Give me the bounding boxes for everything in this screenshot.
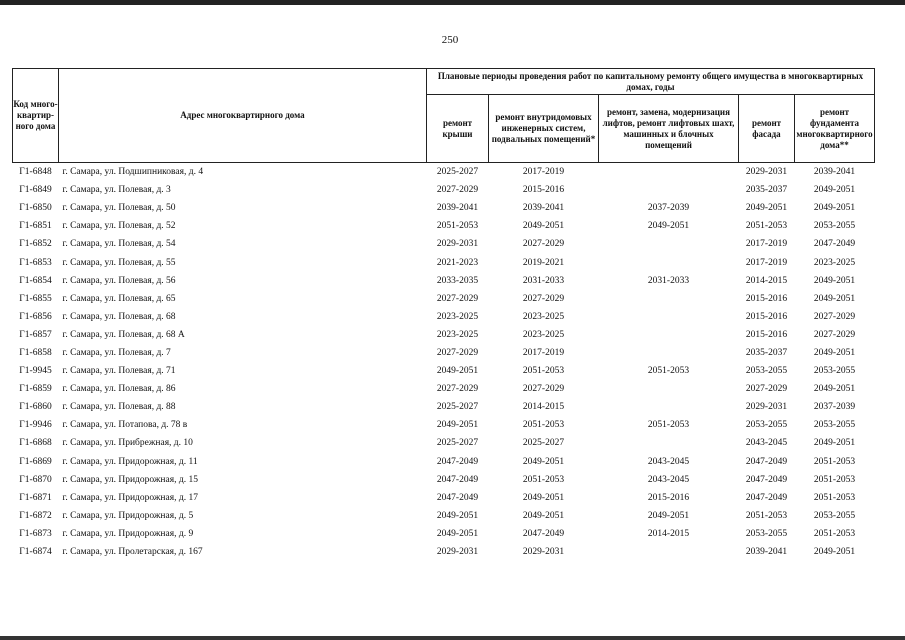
cell-foundation: 2049-2051 [813,547,856,558]
cell-code: Г1-6854 [19,275,52,286]
cell-address: г. Самара, ул. Придорожная, д. 9 [62,528,194,539]
header-periods: Плановые периоды проведения работ по капитальному ремонту общего имущества в многоквартирных домах, годы [427,69,875,95]
table-row [13,471,875,489]
cell-systems: 2015-2016 [522,185,565,196]
cell-address: г. Самара, ул. Пролетарская, д. 167 [62,547,203,558]
cell-systems: 2049-2051 [522,456,565,467]
cell-address: г. Самара, ул. Придорожная, д. 11 [62,456,198,467]
cell-foundation: 2053-2055 [813,366,856,377]
cell-foundation: 2023-2025 [813,257,856,268]
table-row [13,507,875,525]
cell-lifts [599,380,739,398]
cell-foundation: 2053-2055 [813,221,856,232]
cell-address: г. Самара, ул. Придорожная, д. 15 [62,474,198,485]
cell-code: Г1-6860 [19,402,52,413]
cell-lifts [599,181,739,199]
table-row [13,326,875,344]
cell-lifts: 2014-2015 [647,528,690,539]
table-row [13,344,875,362]
cell-facade: 2039-2041 [745,547,788,558]
table-row [13,416,875,434]
cell-roof: 2027-2029 [436,293,479,304]
cell-lifts [599,308,739,326]
cell-roof: 2029-2031 [436,547,479,558]
cell-systems: 2047-2049 [522,528,565,539]
cell-code: Г1-6852 [19,239,52,250]
cell-foundation: 2049-2051 [813,185,856,196]
cell-facade: 2049-2051 [745,203,788,214]
cell-lifts [599,253,739,271]
cell-roof: 2049-2051 [436,528,479,539]
cell-roof: 2025-2027 [436,438,479,449]
cell-foundation: 2049-2051 [813,293,856,304]
cell-address: г. Самара, ул. Придорожная, д. 5 [62,510,194,521]
table-row [13,308,875,326]
cell-lifts [599,326,739,344]
cell-code: Г1-6858 [19,347,52,358]
cell-roof: 2039-2041 [436,203,479,214]
cell-roof: 2023-2025 [436,311,479,322]
table-row [13,290,875,308]
table-row [13,217,875,235]
cell-lifts: 2043-2045 [647,456,690,467]
table-row [13,181,875,199]
header-roof: ремонт крыши [427,95,489,163]
cell-address: г. Самара, ул. Полевая, д. 55 [62,257,176,268]
cell-code: Г1-6849 [19,185,52,196]
cell-lifts [599,434,739,452]
cell-facade: 2047-2049 [745,474,788,485]
cell-code: Г1-6871 [19,492,52,503]
table-row [13,362,875,380]
cell-address: г. Самара, ул. Полевая, д. 7 [62,347,171,358]
table-row [13,543,875,561]
cell-roof: 2025-2027 [436,402,479,413]
header-address: Адрес многоквартирного дома [59,69,427,163]
cell-lifts: 2015-2016 [647,492,690,503]
cell-address: г. Самара, ул. Полевая, д. 50 [62,203,176,214]
cell-foundation: 2051-2053 [813,474,856,485]
table-row [13,199,875,217]
cell-roof: 2027-2029 [436,347,479,358]
cell-facade: 2029-2031 [745,402,788,413]
cell-systems: 2049-2051 [522,221,565,232]
table-row [13,163,875,182]
cell-roof: 2047-2049 [436,474,479,485]
header-lifts: ремонт, замена, модернизация лифтов, ремонт лифтовых шахт, машинных и блочных помещений [599,95,739,163]
cell-facade: 2014-2015 [745,275,788,286]
cell-foundation: 2027-2029 [813,329,856,340]
cell-code: Г1-6874 [19,547,52,558]
cell-systems: 2051-2053 [522,420,565,431]
header-code: Код много-квартир-ного дома [13,69,59,163]
cell-address: г. Самара, ул. Полевая, д. 54 [62,239,176,250]
cell-lifts [599,543,739,561]
cell-systems: 2027-2029 [522,239,565,250]
cell-code: Г1-6856 [19,311,52,322]
cell-facade: 2015-2016 [745,311,788,322]
cell-lifts: 2037-2039 [647,203,690,214]
cell-systems: 2051-2053 [522,474,565,485]
cell-facade: 2043-2045 [745,438,788,449]
cell-systems: 2049-2051 [522,510,565,521]
cell-systems: 2025-2027 [522,438,565,449]
cell-foundation: 2049-2051 [813,384,856,395]
cell-code: Г1-6853 [19,257,52,268]
cell-foundation: 2051-2053 [813,528,856,539]
cell-foundation: 2047-2049 [813,239,856,250]
cell-roof: 2029-2031 [436,239,479,250]
cell-code: Г1-6868 [19,438,52,449]
cell-systems: 2029-2031 [522,547,565,558]
cell-foundation: 2051-2053 [813,456,856,467]
table-body [13,163,875,562]
cell-foundation: 2037-2039 [813,402,856,413]
cell-code: Г1-9945 [19,366,52,377]
cell-lifts [599,290,739,308]
cell-facade: 2029-2031 [739,163,795,182]
cell-systems: 2014-2015 [522,402,565,413]
cell-facade: 2053-2055 [745,366,788,377]
cell-systems: 2017-2019 [489,163,599,182]
cell-address: г. Самара, ул. Полевая, д. 88 [62,402,176,413]
cell-code: Г1-6851 [19,221,52,232]
cell-roof: 2033-2035 [436,275,479,286]
bottom-border [0,636,905,640]
table-row [13,380,875,398]
cell-code: Г1-6869 [19,456,52,467]
cell-roof: 2049-2051 [436,420,479,431]
cell-code: Г1-6850 [19,203,52,214]
cell-lifts [599,235,739,253]
cell-code: Г1-6855 [19,293,52,304]
cell-facade: 2035-2037 [745,347,788,358]
cell-code: Г1-6870 [19,474,52,485]
cell-facade: 2017-2019 [745,239,788,250]
cell-address: г. Самара, ул. Придорожная, д. 17 [62,492,198,503]
header-systems: ремонт внутридомовых инженерных систем, подвальных помещений* [489,95,599,163]
cell-foundation: 2039-2041 [795,163,875,182]
cell-foundation: 2053-2055 [813,510,856,521]
cell-address: г. Самара, ул. Полевая, д. 56 [62,275,176,286]
cell-address: г. Самара, ул. Полевая, д. 52 [62,221,176,232]
top-border [0,0,905,5]
cell-address: г. Самара, ул. Полевая, д. 68 А [62,329,185,340]
cell-systems: 2023-2025 [522,311,565,322]
cell-foundation: 2049-2051 [813,438,856,449]
cell-address: г. Самара, ул. Полевая, д. 3 [62,185,171,196]
table-row [13,272,875,290]
table-row [13,253,875,271]
cell-systems: 2023-2025 [522,329,565,340]
cell-facade: 2047-2049 [745,456,788,467]
cell-lifts [599,163,739,182]
cell-roof: 2021-2023 [436,257,479,268]
cell-address: г. Самара, ул. Полевая, д. 86 [62,384,176,395]
cell-code: Г1-6873 [19,528,52,539]
cell-roof: 2049-2051 [436,510,479,521]
cell-foundation: 2049-2051 [813,347,856,358]
cell-facade: 2047-2049 [745,492,788,503]
cell-foundation: 2049-2051 [813,275,856,286]
cell-systems: 2017-2019 [522,347,565,358]
cell-lifts: 2031-2033 [647,275,690,286]
cell-address: г. Самара, ул. Полевая, д. 65 [62,293,176,304]
cell-facade: 2015-2016 [745,293,788,304]
header-facade: ремонт фасада [739,95,795,163]
cell-systems: 2049-2051 [522,492,565,503]
cell-foundation: 2027-2029 [813,311,856,322]
page-number: 250 [441,34,459,46]
cell-roof: 2051-2053 [436,221,479,232]
cell-code: Г1-6872 [19,510,52,521]
cell-systems: 2027-2029 [522,293,565,304]
cell-address: г. Самара, ул. Потапова, д. 78 в [62,420,188,431]
cell-foundation: 2051-2053 [813,492,856,503]
cell-code: Г1-9946 [19,420,52,431]
cell-systems: 2027-2029 [522,384,565,395]
cell-lifts [599,398,739,416]
cell-roof: 2023-2025 [436,329,479,340]
cell-roof: 2047-2049 [436,492,479,503]
table-row [13,453,875,471]
cell-facade: 2017-2019 [745,257,788,268]
cell-address: г. Самара, ул. Полевая, д. 68 [62,311,176,322]
cell-systems: 2019-2021 [522,257,565,268]
cell-facade: 2035-2037 [745,185,788,196]
cell-systems: 2039-2041 [522,203,565,214]
cell-facade: 2053-2055 [745,528,788,539]
cell-address: г. Самара, ул. Прибрежная, д. 10 [62,438,193,449]
cell-facade: 2053-2055 [745,420,788,431]
cell-roof: 2025-2027 [427,163,489,182]
cell-roof: 2027-2029 [436,384,479,395]
repair-schedule-table [12,68,875,561]
cell-systems: 2051-2053 [522,366,565,377]
cell-lifts [599,344,739,362]
cell-code: Г1-6848 [13,163,59,182]
cell-foundation: 2049-2051 [813,203,856,214]
cell-foundation: 2053-2055 [813,420,856,431]
cell-facade: 2015-2016 [745,329,788,340]
cell-roof: 2049-2051 [436,366,479,377]
cell-code: Г1-6859 [19,384,52,395]
cell-lifts: 2043-2045 [647,474,690,485]
table-row [13,525,875,543]
table-row [13,398,875,416]
table-row [13,434,875,452]
table-row [13,235,875,253]
cell-roof: 2027-2029 [436,185,479,196]
cell-facade: 2027-2029 [745,384,788,395]
cell-facade: 2051-2053 [745,221,788,232]
cell-facade: 2051-2053 [745,510,788,521]
cell-lifts: 2049-2051 [647,221,690,232]
cell-address: г. Самара, ул. Подшипниковая, д. 4 [59,163,427,182]
cell-lifts: 2051-2053 [647,420,690,431]
cell-systems: 2031-2033 [522,275,565,286]
cell-roof: 2047-2049 [436,456,479,467]
cell-code: Г1-6857 [19,329,52,340]
cell-lifts: 2049-2051 [647,510,690,521]
table-row [13,489,875,507]
header-foundation: ремонт фундамента многоквартирного дома** [795,95,875,163]
cell-address: г. Самара, ул. Полевая, д. 71 [62,366,176,377]
cell-lifts: 2051-2053 [647,366,690,377]
